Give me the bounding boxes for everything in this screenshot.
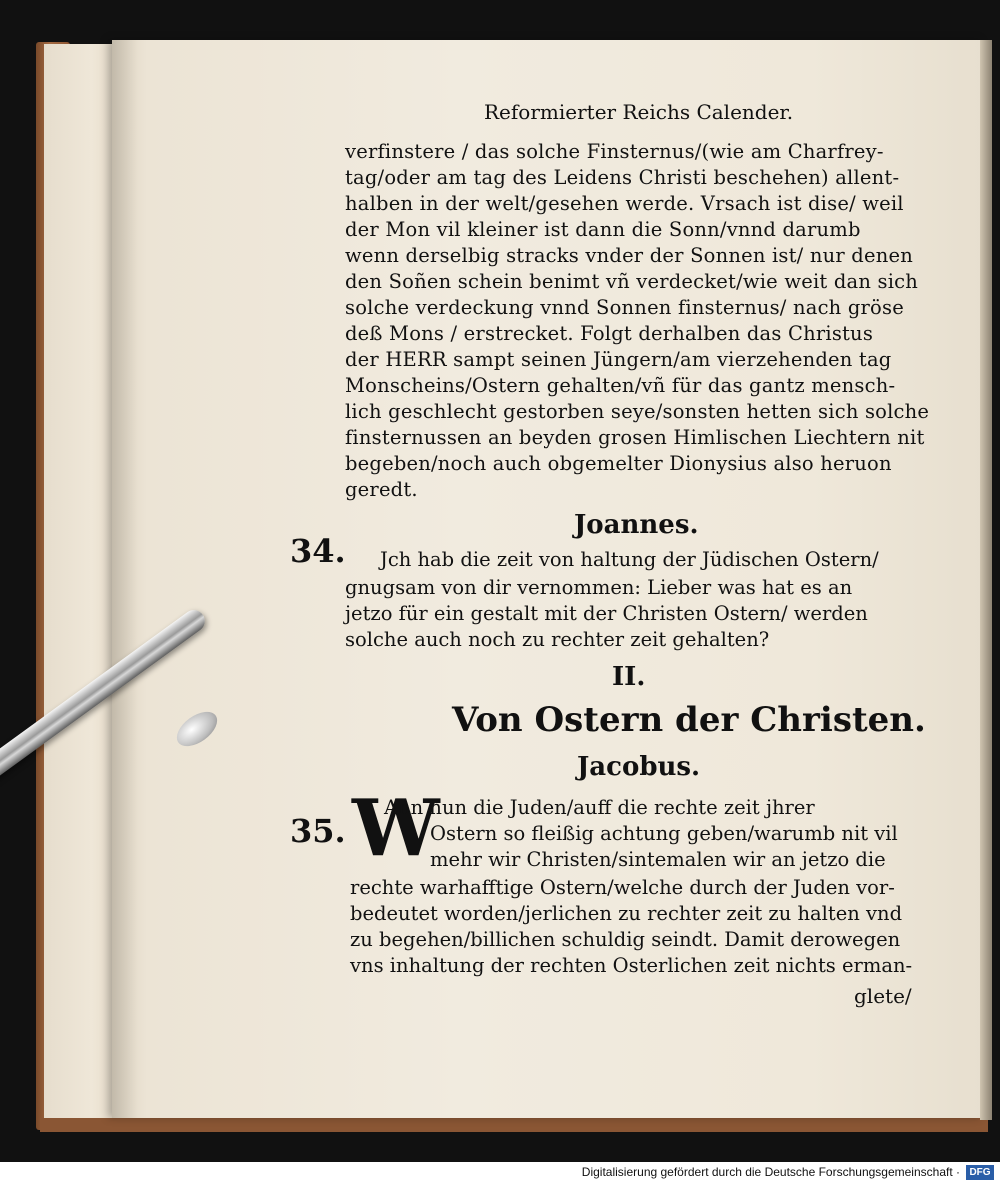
paragraph1-line: solche verdeckung vnnd Sonnen finsternus/ nach gröse — [345, 296, 904, 319]
speaker-heading-jacobus: Jacobus. — [577, 752, 701, 782]
paragraph2-line: gnugsam von dir vernommen: Lieber was hat es an — [345, 576, 853, 599]
paragraph3-line: Ann nun die Juden/auff die rechte zeit jhrer — [384, 796, 815, 819]
paragraph1-line: Monscheins/Ostern gehalten/vñ für das gantz mensch- — [345, 374, 896, 397]
footer-bar — [0, 1162, 1000, 1184]
chapter-title: Von Ostern der Christen. — [452, 700, 926, 740]
speaker-heading-joannes: Joannes. — [574, 510, 699, 540]
paragraph2-line: Jch hab die zeit von haltung der Jüdischen Ostern/ — [380, 548, 879, 571]
book-cover-bottom — [40, 1118, 988, 1132]
paragraph3-line: zu begehen/billichen schuldig seindt. Damit derowegen — [350, 928, 901, 951]
margin-number-35: 35. — [290, 812, 346, 850]
chapter-number: II. — [612, 662, 646, 692]
paragraph1-line: halben in der welt/gesehen werde. Vrsach ist dise/ weil — [345, 192, 904, 215]
paragraph1-line: verfinstere / das solche Finsternus/(wie am Charfrey- — [345, 140, 884, 163]
paragraph2-line: jetzo für ein gestalt mit der Christen Ostern/ werden — [345, 602, 868, 625]
gutter-shadow — [112, 40, 138, 1118]
running-header: Reformierter Reichs Calender. — [484, 100, 794, 124]
paragraph1-line: der Mon vil kleiner ist dann die Sonn/vnnd darumb — [345, 218, 861, 241]
paragraph1-line: geredt. — [345, 478, 418, 501]
paragraph3-line: Ostern so fleißig achtung geben/warumb nit vil — [430, 822, 898, 845]
paragraph3-line: mehr wir Christen/sintemalen wir an jetzo die — [430, 848, 886, 871]
page-edge — [980, 40, 992, 1120]
paragraph3-line: rechte warhafftige Ostern/welche durch der Juden vor- — [350, 876, 895, 899]
paragraph1-line: wenn derselbig stracks vnder der Sonnen ist/ nur denen — [345, 244, 913, 267]
paragraph1-line: lich geschlecht gestorben seye/sonsten hetten sich solche — [345, 400, 930, 423]
catchword: glete/ — [854, 984, 912, 1008]
paragraph1-line: begeben/noch auch obgemelter Dionysius also heruon — [345, 452, 892, 475]
margin-number-34: 34. — [290, 532, 346, 570]
paragraph1-line: tag/oder am tag des Leidens Christi beschehen) allent- — [345, 166, 900, 189]
paragraph1-line: der HERR sampt seinen Jüngern/am vierzehenden tag — [345, 348, 892, 371]
paragraph3-line: bedeutet worden/jerlichen zu rechter zeit zu halten vnd — [350, 902, 903, 925]
footer-credit: Digitalisierung gefördert durch die Deutsche Forschungsgemeinschaft · — [581, 1165, 960, 1179]
paragraph3-line: vns inhaltung der rechten Osterlichen zeit nichts erman- — [350, 954, 913, 977]
paragraph2-line: solche auch noch zu rechter zeit gehalten? — [345, 628, 770, 651]
decorated-initial: W — [352, 783, 440, 874]
paragraph1-line: den Soñen schein benimt vñ verdecket/wie weit dan sich — [345, 270, 919, 293]
dfg-logo-icon: DFG — [966, 1165, 994, 1180]
paragraph1-line: finsternussen an beyden grosen Himlischen Liechtern nit — [345, 426, 925, 449]
paragraph1-line: deß Mons / erstrecket. Folgt derhalben das Christus — [345, 322, 874, 345]
